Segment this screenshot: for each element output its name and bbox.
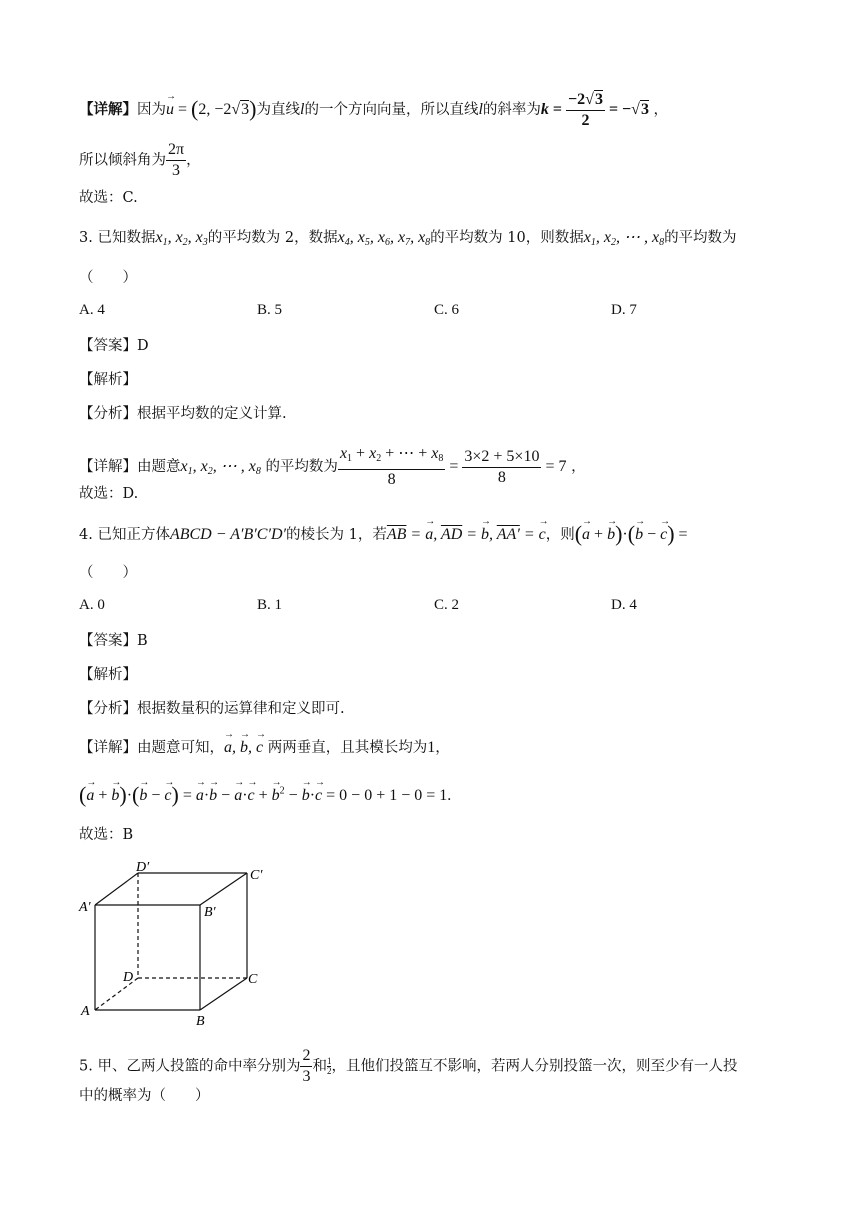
q3-stem (79, 228, 737, 253)
text: 两两垂直，且其模长均为 (267, 740, 428, 756)
dot-calc: (→ a + → b)·(→ b − → c) = → a·→ b − → a·→ c + → $b^2$ − → b·→ c = 0 − 0 + 1 − 0 = 1. (79, 787, 451, 804)
q3-answer: 【答案】D (79, 338, 149, 354)
text: ， (186, 152, 201, 169)
q4-calc (79, 782, 451, 806)
q4-fenxi: 【分析】根据数量积的运算律和定义即可. (79, 701, 345, 717)
label-b-prime: B′ (204, 905, 216, 920)
var-l: l (300, 101, 305, 119)
q3-option-a: A. 4 (79, 302, 105, 318)
q3-paren: （ ） (79, 270, 137, 286)
label-d-prime: D′ (136, 860, 150, 875)
text: 4. 已知正方体 (79, 527, 170, 543)
vars-x45678: $x_4$, $x_5$, $x_6$, $x_7$, $x_8$ (337, 229, 431, 248)
q4-choice: 故选：B (79, 827, 134, 843)
frac-two-thirds: $\frac{2}{3}$ (302, 1047, 311, 1085)
text: 的平均数为 2，数据 (207, 230, 338, 246)
q4-option-a: A. 0 (79, 597, 105, 613)
q4-stem (79, 521, 688, 546)
text: 的平均数为 10，则数据 (430, 230, 584, 246)
vars-x1to8: $x_1$, $x_2$, ⋯ , $x_8$ (583, 229, 665, 248)
q2-choice: 故选：C. (79, 190, 138, 206)
dot-expression: (→ a + → b)·(→ b − → c) = (575, 526, 688, 543)
vars-x1to8: $x_1$, $x_2$, ⋯ , $x_8$ (180, 458, 261, 477)
text: 所以倾斜角为 (79, 152, 166, 169)
text: 和 (312, 1058, 327, 1075)
text: 5. 甲、乙两人投篮的命中率分别为 (79, 1058, 301, 1075)
text: 【详解】由题意可知， (79, 740, 224, 756)
vars-x123: $x_1$, $x_2$, $x_3$ (155, 229, 208, 248)
label-a-prime: A′ (79, 900, 91, 915)
vectors-abc: → a, → b, → c (224, 739, 263, 756)
text: 的一个方向向量，所以直线 (304, 102, 479, 119)
q4-option-b: B. 1 (257, 597, 283, 613)
text: 3. 已知数据 (79, 230, 156, 246)
q3-option-c: C. 6 (434, 302, 460, 318)
q2-detail-line: 【详解】因为→ u = (2, −2√3)为直线l的一个方向向量，所以直线l的斜率为k = $\frac{-2√3}{2}$ = −√3 ， (79, 90, 668, 131)
frac-one-half: $\frac{1}{2}$ (326, 1056, 332, 1076)
text: 的斜率为 (482, 102, 541, 119)
q2-angle-line (79, 140, 201, 181)
q3-analysis: 【解析】 (79, 372, 137, 388)
text: ，且他们投篮互不影响，若两人分别投篮一次，则至少有一人投 (331, 1058, 738, 1075)
vector-defs: $\overline{AB}$ = → a, $\overline{AD}$ = → b, AA′ = → c (387, 526, 546, 543)
text: 的平均数为 (265, 459, 338, 475)
text: ，则 (545, 527, 575, 543)
text: 为直线 (256, 102, 300, 119)
q3-fenxi: 【分析】根据平均数的定义计算. (79, 406, 287, 422)
slope-formula: k = $\frac{-2√3}{2}$ = −√3 (540, 91, 649, 129)
detail-tag: 【详解】 (79, 101, 137, 119)
q5-stem (79, 1046, 737, 1087)
q4-answer: 【答案】B (79, 633, 148, 649)
label-c-prime: C′ (250, 868, 263, 883)
q3-option-d: D. 7 (611, 302, 637, 318)
text: 的棱长为 1，若 (286, 527, 387, 543)
label-b: B (196, 1014, 205, 1029)
q4-paren: （ ） (79, 565, 137, 581)
q3-option-b: B. 5 (257, 302, 283, 318)
cube-diagram (70, 855, 280, 1030)
text: 的平均数为 (664, 230, 737, 246)
q4-analysis: 【解析】 (79, 667, 137, 683)
q3-detail: 【详解】由题意$x_1$, $x_2$, ⋯ , $x_8$ 的平均数为 $\frac{x_1 + x_2 + \cdots + x_8}{8}$ = $\frac{3\times 2 + 5\times 10}{8}$ = 7 ， (79, 445, 586, 488)
q5-line2: 中的概率为（ ） (79, 1088, 210, 1104)
q4-option-c: C. 2 (434, 597, 460, 613)
text: 因为 (137, 102, 166, 119)
q4-detail: 【详解】由题意可知，→ a, → b, → c 两两垂直，且其模长均为1， (79, 738, 450, 758)
q3-choice: 故选：D. (79, 486, 139, 502)
text: 【详解】由题意 (79, 459, 181, 475)
mean-frac: $\frac{x_1 + x_2 + \cdots + x_8}{8}$ (339, 445, 444, 488)
formula-u: → u = (2, −2√3) (166, 101, 257, 118)
label-c: C (248, 972, 258, 987)
q4-option-d: D. 4 (611, 597, 637, 613)
cube-name: ABCD − A′B′C′D′ (169, 526, 287, 543)
label-d: D (123, 970, 134, 985)
label-a: A (81, 1004, 90, 1019)
var-l: l (478, 101, 483, 119)
mean-calc-frac: $\frac{3\times 2 + 5\times 10}{8}$ (464, 447, 540, 486)
angle-frac: $\frac{2\pi}{3}$ (168, 141, 185, 179)
